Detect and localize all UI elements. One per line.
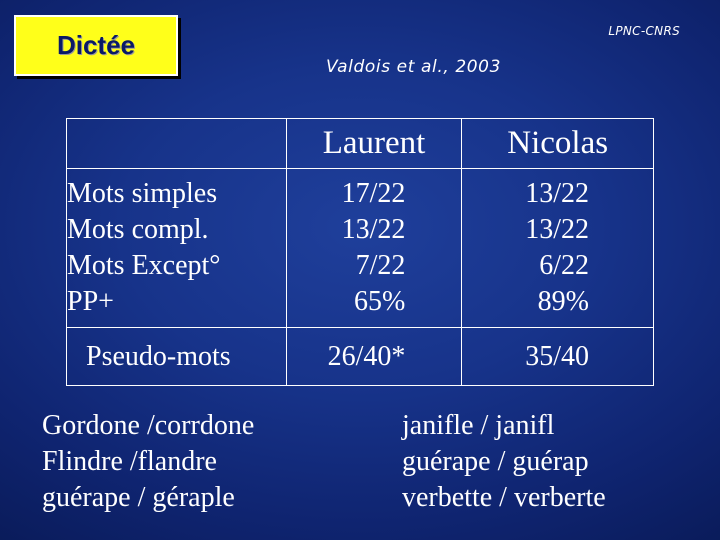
example-pair: Gordone /corrdone (42, 410, 255, 441)
examples-right (402, 408, 606, 516)
nicolas-values-cell (462, 169, 654, 328)
row-label: Mots simples (67, 178, 218, 209)
pseudo-words-nicolas: 35/40 (462, 328, 654, 386)
example-pair: guérape / guérap (402, 446, 589, 477)
row-label: PP+ (67, 286, 114, 317)
example-pair: Flindre /flandre (42, 446, 217, 477)
examples-left (42, 408, 254, 516)
pseudo-words-label: Pseudo-mots (67, 328, 287, 386)
example-pair: verbette / verberte (402, 482, 606, 513)
nicolas-value: 13/22 (525, 214, 589, 245)
citation: Valdois et al., 2003 (326, 57, 502, 77)
header-laurent: Laurent (286, 119, 462, 169)
laurent-value: 17/22 (341, 178, 406, 209)
table-header-row (67, 119, 654, 169)
example-pair: janifle / janifl (402, 410, 555, 441)
row-labels-cell (67, 169, 287, 328)
lab-name: LPNC-CNRS (608, 24, 680, 38)
laurent-values-cell (286, 169, 462, 328)
results-table (66, 118, 654, 386)
laurent-value: 13/22 (341, 214, 406, 245)
laurent-value: 7/22 (355, 250, 406, 281)
table-row (67, 169, 654, 328)
slide-title-box (14, 15, 178, 76)
table-row (67, 328, 654, 386)
nicolas-value: 6/22 (539, 250, 589, 281)
nicolas-value: 13/22 (525, 178, 589, 209)
slide-title: Dictée (56, 30, 136, 60)
nicolas-value: 89% (537, 286, 589, 317)
header-nicolas: Nicolas (462, 119, 654, 169)
laurent-value: 65% (354, 286, 406, 317)
pseudo-words-laurent: 26/40* (286, 328, 462, 386)
example-pair: guérape / géraple (42, 482, 235, 513)
row-label: Mots Except° (67, 250, 221, 281)
header-empty-cell (67, 119, 287, 169)
row-label: Mots compl. (67, 214, 209, 245)
